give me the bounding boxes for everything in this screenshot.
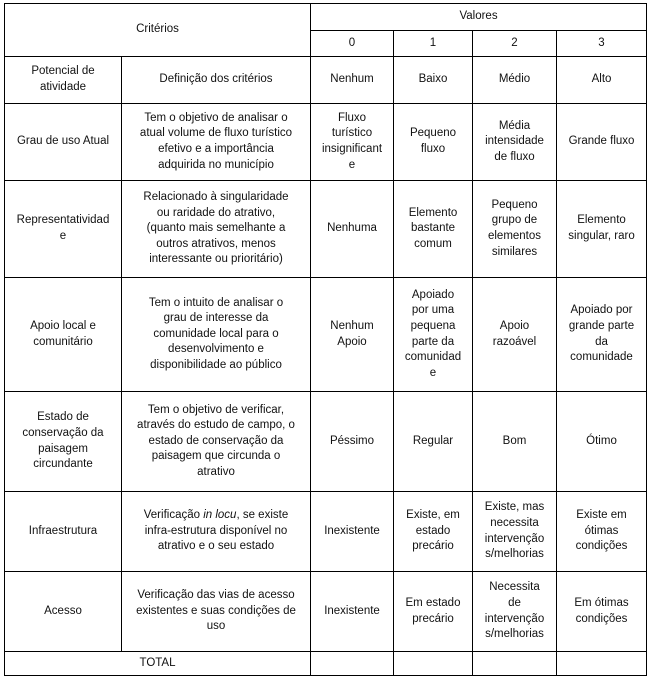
- value-cell-1: [394, 278, 473, 392]
- cell-line: Tem o intuito de analisar o: [148, 296, 284, 309]
- header-row-top: [5, 4, 647, 31]
- cell-line: Inexistente: [324, 604, 380, 617]
- cell-line: comum: [414, 237, 452, 250]
- cell-line: estado: [415, 524, 451, 537]
- cell-line: necessita: [490, 516, 539, 529]
- value-cell-2: [473, 278, 557, 392]
- cell-line: atrativo e o seu estado: [157, 540, 275, 553]
- value-cell-3: [557, 57, 647, 104]
- criterion-cell: [5, 181, 122, 278]
- cell-line: efetivo e a importância: [158, 143, 274, 155]
- criterion-cell: [5, 278, 122, 392]
- value-cell-3: [557, 392, 647, 492]
- total-label: TOTAL: [5, 652, 311, 676]
- value-cell-2: [473, 492, 557, 572]
- cell-line: outros atrativos, menos: [156, 237, 276, 250]
- cell-line: precário: [412, 612, 454, 625]
- cell-line: ou raridade do atrativo,: [156, 206, 276, 219]
- cell-line: Existe em: [576, 509, 627, 522]
- cell-line: razoável: [492, 335, 537, 348]
- definition-cell: [122, 57, 311, 104]
- cell-line: Representatividad: [16, 214, 110, 227]
- cell-line: adquirida no município: [158, 158, 274, 171]
- cell-line: Acesso: [44, 604, 82, 617]
- cell-line: da: [595, 335, 608, 348]
- cell-line: Fluxo: [337, 111, 367, 124]
- cell-line: pequena: [410, 319, 456, 332]
- cell-line: Apoio local e: [30, 319, 96, 332]
- cell-line: grupo de: [491, 214, 538, 227]
- value-cell-2: [473, 104, 557, 181]
- cell-line: Baixo: [418, 73, 448, 86]
- cell-line: comunidad: [404, 351, 462, 364]
- value-cell-0: [311, 572, 394, 652]
- value-cell-1: [394, 181, 473, 278]
- table-row: [5, 104, 647, 181]
- cell-line: disponibilidade ao público: [150, 358, 282, 371]
- cell-line: similares: [491, 245, 538, 258]
- value-cell-0: [311, 104, 394, 181]
- cell-line: Em ótimas: [574, 596, 629, 609]
- value-cell-3: [557, 492, 647, 572]
- definition-cell: [122, 278, 311, 392]
- value-cell-0: [311, 278, 394, 392]
- cell-line: e: [59, 230, 67, 242]
- table-row: [5, 181, 647, 278]
- cell-line: grau de interesse da: [163, 312, 269, 325]
- value-cell-0: [311, 57, 394, 104]
- total-cell-1: [394, 652, 473, 676]
- cell-line: atrativo: [197, 465, 235, 478]
- cell-line: atividade: [39, 81, 87, 93]
- cell-line: Elemento: [408, 206, 458, 219]
- value-cell-2: [473, 57, 557, 104]
- cell-line: turístico: [331, 127, 373, 140]
- definition-cell: [122, 572, 311, 652]
- cell-line: Nenhum: [330, 73, 374, 86]
- cell-line: Grande fluxo: [568, 135, 635, 148]
- cell-line: precário: [412, 540, 454, 553]
- cell-line: Apoiado por: [570, 304, 633, 317]
- definition-italic: in locu: [203, 509, 237, 522]
- cell-line: Tem o objetivo de verificar,: [147, 403, 285, 416]
- header-criterios: Critérios: [5, 4, 311, 57]
- criterion-cell: [5, 572, 122, 652]
- cell-line: e: [348, 158, 356, 171]
- cell-line: Em estado: [405, 596, 461, 609]
- cell-line: comunidade: [570, 351, 633, 364]
- table-row: [5, 572, 647, 652]
- cell-line: s/melhorias: [485, 548, 544, 561]
- cell-line: Pequeno: [409, 127, 457, 140]
- cell-line: (quanto mais semelhante a: [146, 222, 286, 235]
- cell-line: Verificação das vias de acesso: [137, 589, 295, 602]
- level-1: 1: [394, 31, 473, 57]
- definition-cell: [122, 104, 311, 181]
- total-cell-0: [311, 652, 394, 676]
- cell-line: Elemento: [577, 214, 626, 227]
- value-cell-3: [557, 278, 647, 392]
- cell-line: paisagem que circunda o: [151, 450, 281, 463]
- total-cell-3: [557, 652, 647, 676]
- definition-text: , se existe: [236, 509, 289, 522]
- cell-line: Relacionado à singularidade: [143, 191, 289, 204]
- cell-line: intervenção: [484, 612, 545, 625]
- value-cell-1: [394, 57, 473, 104]
- cell-line: circundante: [33, 458, 93, 471]
- cell-line: Nenhuma: [327, 222, 377, 235]
- definition-cell: [122, 492, 311, 572]
- criteria-table: [4, 3, 647, 676]
- criterion-cell: [5, 492, 122, 572]
- criterion-cell: [5, 392, 122, 492]
- value-cell-0: [311, 392, 394, 492]
- value-cell-2: [473, 392, 557, 492]
- cell-line: Grau de uso Atual: [16, 135, 110, 148]
- value-cell-2: [473, 572, 557, 652]
- cell-line: e: [429, 366, 437, 379]
- cell-line: de: [508, 596, 521, 609]
- criterion-cell: [5, 104, 122, 181]
- value-cell-1: [394, 104, 473, 181]
- value-cell-1: [394, 492, 473, 572]
- criterion-cell: [5, 57, 122, 104]
- cell-line: condições: [575, 612, 628, 625]
- cell-line: Potencial de: [31, 65, 95, 78]
- cell-line: Médio: [498, 73, 531, 86]
- cell-line: s/melhorias: [485, 628, 544, 641]
- value-cell-1: [394, 392, 473, 492]
- cell-line: bastante: [410, 222, 456, 235]
- header-valores: Valores: [311, 4, 647, 31]
- cell-line: intensidade: [485, 135, 544, 148]
- cell-line: Infraestrutura: [28, 524, 98, 537]
- cell-line: Existe, mas: [484, 501, 545, 514]
- cell-line: insignificant: [321, 143, 383, 155]
- table-row: [5, 57, 647, 104]
- definition-cell: [122, 392, 311, 492]
- cell-line: existentes e suas condições de: [136, 604, 296, 617]
- cell-line: conservação da: [22, 426, 104, 439]
- cell-line: estado de conservação da: [148, 434, 284, 447]
- cell-line: Apoio: [337, 335, 367, 348]
- cell-line: elementos: [487, 230, 542, 242]
- cell-line: Bom: [502, 434, 527, 447]
- value-cell-1: [394, 572, 473, 652]
- cell-line: por uma: [411, 304, 455, 317]
- value-cell-0: [311, 181, 394, 278]
- cell-line: fluxo: [420, 143, 446, 155]
- cell-line: Média: [498, 119, 531, 132]
- cell-line: paisagem: [38, 442, 88, 455]
- value-cell-3: [557, 181, 647, 278]
- cell-line: ótimas: [584, 524, 619, 537]
- cell-line: comunidade local para o: [153, 327, 279, 340]
- cell-line: desenvolvimento e: [168, 343, 264, 356]
- value-cell-0: [311, 492, 394, 572]
- cell-line: comunitário: [33, 335, 93, 348]
- cell-line: Existe, em: [406, 509, 460, 522]
- table-row: [5, 278, 647, 392]
- cell-line: infra-estrutura disponível no: [144, 524, 288, 537]
- cell-line: de fluxo: [494, 150, 535, 163]
- cell-line: [125, 508, 307, 524]
- level-3: 3: [557, 31, 647, 57]
- definition-cell: [122, 181, 311, 278]
- cell-line: Tem o objetivo de analisar o: [144, 111, 288, 124]
- cell-line: singular, raro: [568, 230, 635, 242]
- cell-line: interessante ou prioritário): [149, 253, 283, 266]
- cell-line: intervenção: [484, 532, 545, 545]
- definition-text: Verificação: [143, 509, 204, 522]
- table-row: [5, 492, 647, 572]
- cell-line: grande parte: [568, 319, 635, 332]
- total-row: [5, 652, 647, 676]
- value-cell-2: [473, 181, 557, 278]
- cell-line: Apoiado: [411, 288, 455, 301]
- cell-line: Regular: [412, 434, 454, 447]
- cell-line: Nenhum: [330, 319, 374, 332]
- cell-line: condições: [575, 540, 628, 553]
- cell-line: parte da: [411, 335, 455, 348]
- cell-line: Péssimo: [329, 434, 375, 447]
- cell-line: atual volume de fluxo turístico: [139, 127, 293, 140]
- level-2: 2: [473, 31, 557, 57]
- table-row: [5, 392, 647, 492]
- cell-line: uso: [206, 620, 226, 633]
- cell-line: através do estudo de campo, o: [137, 419, 295, 432]
- value-cell-3: [557, 104, 647, 181]
- total-cell-2: [473, 652, 557, 676]
- cell-line: Inexistente: [324, 524, 380, 537]
- cell-line: Ótimo: [586, 434, 617, 447]
- cell-line: Definição dos critérios: [159, 73, 273, 86]
- cell-line: Alto: [591, 73, 612, 86]
- level-0: 0: [311, 31, 394, 57]
- value-cell-3: [557, 572, 647, 652]
- cell-line: Pequeno: [491, 198, 538, 211]
- cell-line: Estado de: [37, 411, 89, 424]
- cell-line: Necessita: [489, 581, 540, 594]
- cell-line: Apoio: [499, 319, 530, 332]
